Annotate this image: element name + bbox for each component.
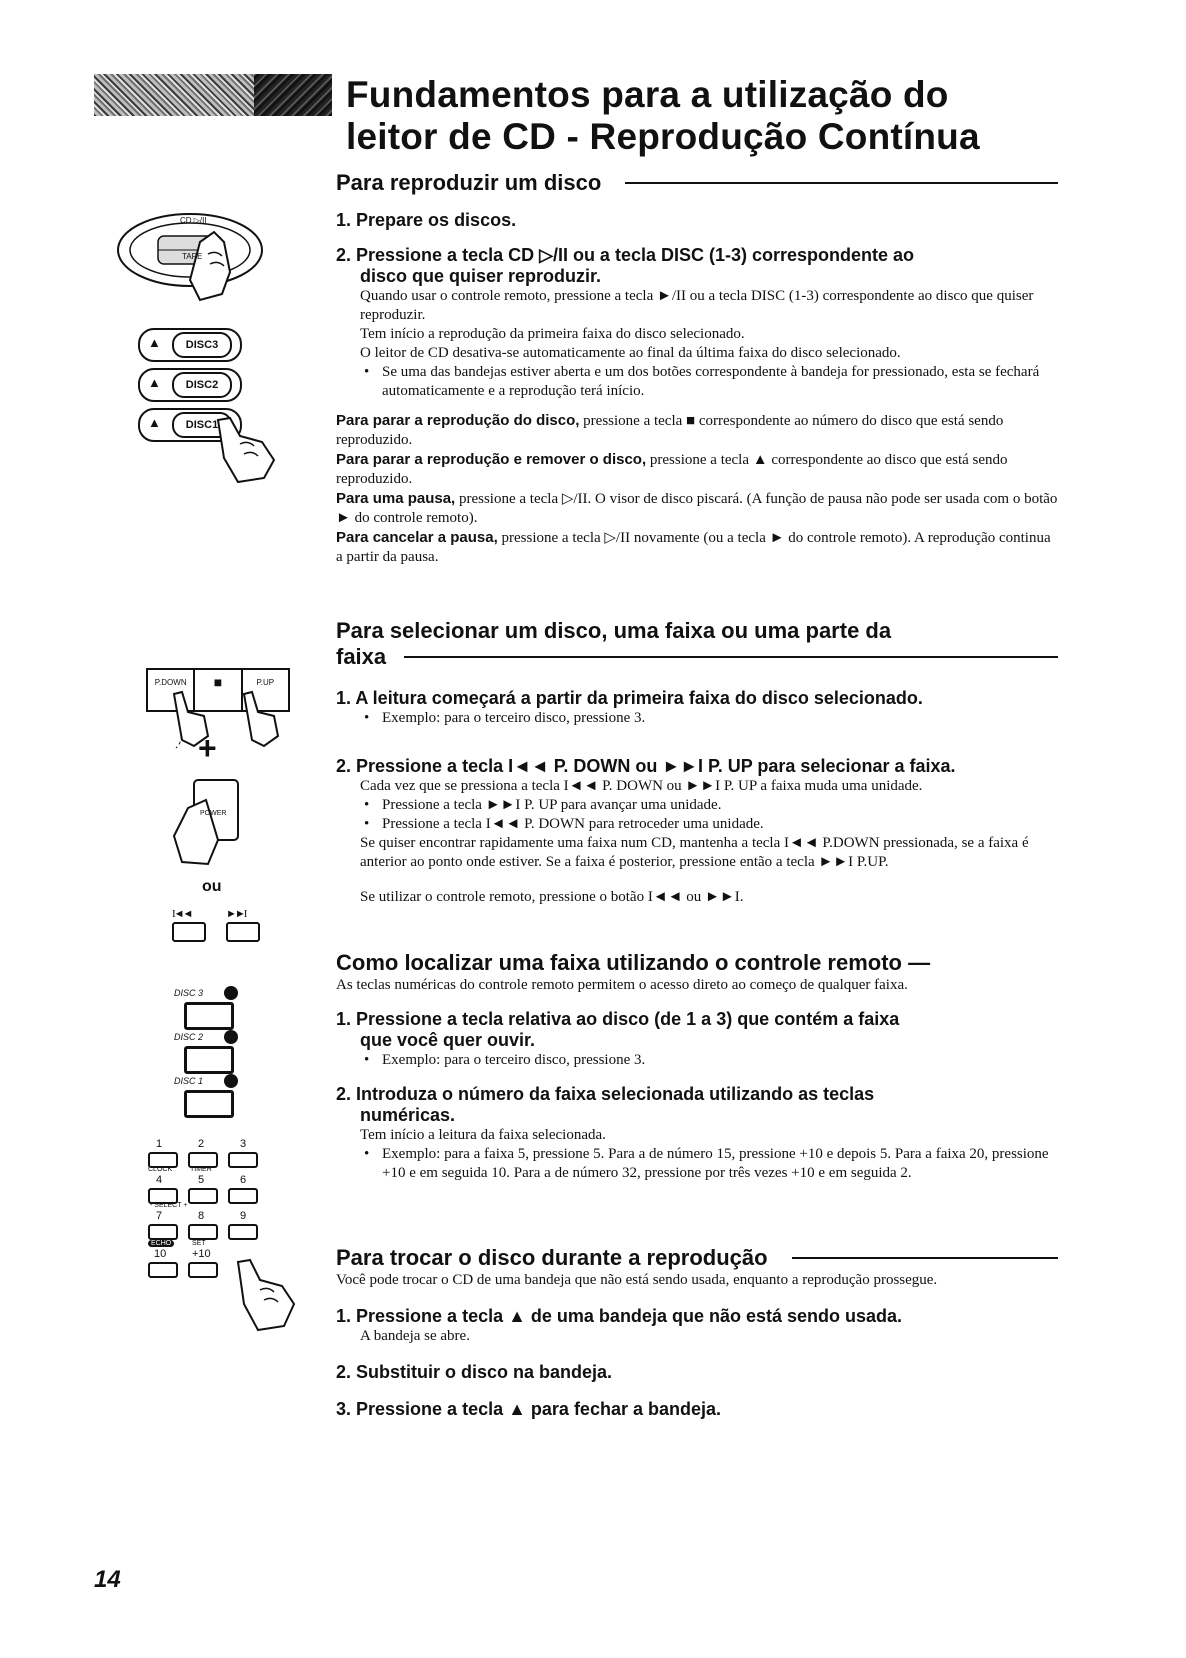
section-play-disc [336,170,1058,567]
remote-disc2-button[interactable] [184,1046,234,1074]
prev-track-button[interactable] [172,922,206,942]
key-3-label: 3 [240,1138,247,1150]
cancel-text: pressione a tecla ▷/II novamente (ou a tecla ► do controle remoto). A reprodução continua a partir da pausa. [336,530,1051,565]
paragraph: Quando usar o controle remoto, pressione a tecla ►/II ou a tecla DISC (1-3) correspondente ao disco que quiser reproduzir. [360,288,1034,323]
stop-lead: Para parar a reprodução do disco, [336,412,580,429]
prev-track-icon: I◄◄ [172,908,192,920]
step-2: 2. Substituir o disco na bandeja. [336,1362,613,1382]
step-2-line2: disco que quiser reproduzir. [360,266,602,286]
bullet-item: • Exemplo: para o terceiro disco, pressione 3. [360,709,1058,728]
page-title [346,74,1166,158]
bullet-item: • Se uma das bandejas estiver aberta e um dos botões correspondente à bandeja for pressionado, esta se fechará automaticamente e a reprodução terá início. [360,363,1058,401]
hand-pointer-icon [210,414,280,484]
section-heading: Para reproduzir um disco [336,170,602,195]
intro: As teclas numéricas do controle remoto permitem o acesso direto ao começo de qualquer faixa. [336,977,908,993]
hand-pointer-icon [230,1256,300,1336]
heading-rule [625,182,1058,184]
section-heading: Como localizar uma faixa utilizando o controle remoto — [336,950,931,975]
plus-sign: + [198,730,217,766]
key-plus10[interactable] [188,1262,218,1278]
clock-label: CLOCK [148,1166,173,1173]
remote-disc3-label: DISC 3 [174,988,204,998]
key-5[interactable] [188,1188,218,1204]
section-heading: Para trocar o disco durante a reprodução [336,1245,768,1270]
or-label: ou [202,878,222,895]
eject-icon: ▲ [148,335,161,350]
remove-text: pressione a tecla ▲ correspondente ao disco que está sendo reproduzido. [336,452,1008,487]
bullet-item: • Exemplo: para o terceiro disco, pressione 3. [360,1051,1058,1070]
remote-disc3-button[interactable] [184,1002,234,1030]
disc2-dot-icon [224,1030,238,1044]
key-7[interactable] [148,1224,178,1240]
remote-disc2-label: DISC 2 [174,1032,204,1042]
power-button-hand-icon [168,778,248,868]
paragraph: A bandeja se abre. [360,1328,470,1344]
step-1: 1. A leitura começará a partir da primeira faixa do disco selecionado. [336,688,923,708]
two-hands-icon [160,690,300,750]
remove-lead: Para parar a reprodução e remover o disco, [336,451,647,468]
pause-instruction [336,489,1058,528]
key-1-label: 1 [156,1138,163,1150]
key-7-label: 7 [156,1210,163,1222]
step-1: 1. Pressione a tecla ▲ de uma bandeja que não está sendo usada. [336,1306,903,1326]
step-1-line1: 1. Pressione a tecla relativa ao disco (de 1 a 3) que contém a faixa [336,1009,900,1029]
cancel-lead: Para cancelar a pausa, [336,529,498,546]
key-10[interactable] [148,1262,178,1278]
power-label: POWER [200,810,227,817]
next-track-button[interactable] [226,922,260,942]
stop-instruction [336,411,1058,450]
paragraph: Cada vez que se pressiona a tecla I◄◄ P. DOWN ou ►►I P. UP a faixa muda uma unidade. [360,778,923,794]
key-9-label: 9 [240,1210,247,1222]
eject-icon: ▲ [148,375,161,390]
key-9[interactable] [228,1224,258,1240]
key-10-label: 10 [154,1248,167,1260]
step-2-line1: 2. Pressione a tecla CD ▷/II ou a tecla DISC (1-3) correspondente ao [336,245,915,265]
timer-label: TIMER [190,1166,212,1173]
bullet-item: • Exemplo: para a faixa 5, pressione 5. Para a de número 15, pressione +10 e depois 5. Para a faixa 20, pressione +10 e em seguida 10. Para a de número 32, pressione por três vezes +10 e em seguida 2. [360,1145,1058,1183]
select-label: - SELECT + [150,1202,188,1209]
key-2-label: 2 [198,1138,205,1150]
pup-key[interactable]: P.UP [256,678,275,687]
section-heading: Para selecionar um disco, uma faixa ou uma parte da [336,618,892,643]
pdown-key[interactable]: P.DOWN [148,670,195,710]
pause-text: pressione a tecla ▷/II. O visor de disco piscará. (A função de pausa não pode ser usada com o botão ► do controle remoto). [336,491,1058,526]
eject-icon: ▲ [148,415,161,430]
paragraph: O leitor de CD desativa-se automaticamente ao final da última faixa do disco selecionado. [360,345,901,361]
bullet-item: • Pressione a tecla ►►I P. UP para avançar uma unidade. [360,796,1058,815]
section-heading-cont: faixa [336,644,387,669]
step-2-line1: 2. Introduza o número da faixa selecionada utilizando as teclas [336,1084,875,1104]
key-8[interactable] [188,1224,218,1240]
bullet-item: • Pressione a tecla I◄◄ P. DOWN para retroceder uma unidade. [360,815,1058,834]
section-select-track [336,618,1058,907]
set-label: SET [192,1240,206,1247]
heading-rule [404,656,1058,658]
step-1: 1. Prepare os discos. [336,210,517,230]
disc1-label: DISC1 [172,412,232,438]
stop-text: pressione a tecla ■ correspondente ao número do disco que está sendo reproduzido. [336,413,1004,448]
echo-label: ECHO [148,1240,174,1247]
disc2-label: DISC2 [172,372,232,398]
title-line-1: Fundamentos para a utilização do [346,74,949,115]
paragraph: Tem início a reprodução da primeira faixa do disco selecionado. [360,326,745,342]
key-3[interactable] [228,1152,258,1168]
disc2-button[interactable] [138,368,242,402]
disc3-label: DISC3 [172,332,232,358]
paragraph: Tem início a leitura da faixa selecionada. [360,1127,606,1143]
remote-disc-buttons [174,986,244,1118]
paragraph: Se utilizar o controle remoto, pressione o botão I◄◄ ou ►►I. [360,889,744,905]
cd-label: CD ▷/II [180,216,207,225]
tape-label: TAPE [182,252,203,261]
key-5-label: 5 [198,1174,205,1186]
page-number: 14 [94,1566,121,1593]
pause-lead: Para uma pausa, [336,490,456,507]
step-2: 2. Pressione a tecla I◄◄ P. DOWN ou ►►I P. UP para selecionar a faixa. [336,756,956,776]
remote-disc1-button[interactable] [184,1090,234,1118]
stop-key[interactable]: ■ [195,670,242,710]
remote-disc1-label: DISC 1 [174,1076,204,1086]
section-remote-locate [336,950,1058,1183]
step-1-line2: que você quer ouvir. [360,1030,536,1050]
intro: Você pode trocar o CD de uma bandeja que não está sendo usada, enquanto a reprodução prossegue. [336,1272,938,1288]
title-banner-pattern [94,74,332,116]
heading-rule [792,1257,1058,1259]
key-6[interactable] [228,1188,258,1204]
section-change-disc [336,1245,1058,1420]
title-line-2: leitor de CD - Reprodução Contínua [346,116,980,157]
disc3-dot-icon [224,986,238,1000]
disc3-button[interactable] [138,328,242,362]
key-6-label: 6 [240,1174,247,1186]
key-4-label: 4 [156,1174,163,1186]
remove-instruction [336,450,1058,489]
key-8-label: 8 [198,1210,205,1222]
next-track-icon: ►►I [226,908,246,920]
cancel-pause-instruction [336,528,1058,567]
paragraph: Se quiser encontrar rapidamente uma faixa num CD, mantenha a tecla I◄◄ P.DOWN pressionada, se a faixa é anterior ao ponto onde estiver. Se a faixa é posterior, pressione então a tecla ►►I P.UP. [360,835,1029,870]
key-plus10-label: +10 [192,1248,211,1260]
step-3: 3. Pressione a tecla ▲ para fechar a bandeja. [336,1399,721,1419]
step-2-line2: numéricas. [360,1105,456,1125]
disc1-dot-icon [224,1074,238,1088]
